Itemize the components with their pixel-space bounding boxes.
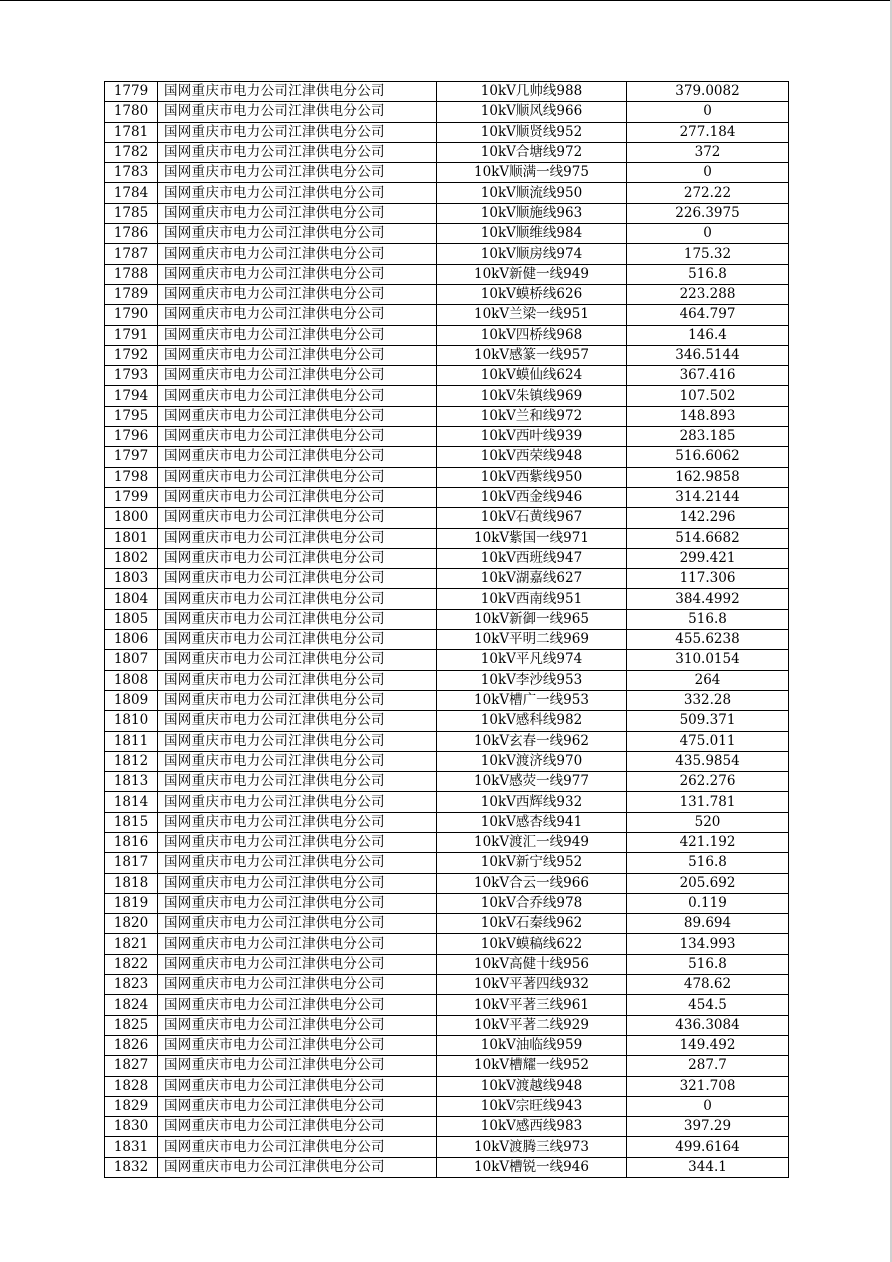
row-id-cell: 1794 [105, 386, 158, 406]
company-cell: 国网重庆市电力公司江津供电分公司 [158, 345, 437, 365]
line-name-cell: 10kV蟆稿线622 [437, 934, 627, 954]
row-id-cell: 1824 [105, 995, 158, 1015]
table-row [105, 183, 789, 203]
row-id-cell: 1803 [105, 569, 158, 589]
table-row [105, 954, 789, 974]
line-name-cell: 10kV平著四线932 [437, 975, 627, 995]
row-id-cell: 1791 [105, 325, 158, 345]
company-cell: 国网重庆市电力公司江津供电分公司 [158, 954, 437, 974]
row-id-cell: 1799 [105, 487, 158, 507]
line-name-cell: 10kV西叶线939 [437, 427, 627, 447]
company-cell: 国网重庆市电力公司江津供电分公司 [158, 183, 437, 203]
value-cell: 367.416 [627, 366, 789, 386]
value-cell: 205.692 [627, 873, 789, 893]
row-id-cell: 1781 [105, 122, 158, 142]
company-cell: 国网重庆市电力公司江津供电分公司 [158, 224, 437, 244]
row-id-cell: 1789 [105, 284, 158, 304]
table-row [105, 893, 789, 913]
company-cell: 国网重庆市电力公司江津供电分公司 [158, 467, 437, 487]
line-name-cell: 10kV感荧一线977 [437, 772, 627, 792]
row-id-cell: 1817 [105, 853, 158, 873]
table-row [105, 224, 789, 244]
table-row [105, 548, 789, 568]
row-id-cell: 1807 [105, 650, 158, 670]
row-id-cell: 1806 [105, 630, 158, 650]
value-cell: 134.993 [627, 934, 789, 954]
value-cell: 131.781 [627, 792, 789, 812]
value-cell: 379.0082 [627, 82, 789, 102]
line-name-cell: 10kV渡济线970 [437, 751, 627, 771]
line-name-cell: 10kV宗旺线943 [437, 1096, 627, 1116]
company-cell: 国网重庆市电力公司江津供电分公司 [158, 995, 437, 1015]
row-id-cell: 1783 [105, 163, 158, 183]
value-cell: 146.4 [627, 325, 789, 345]
line-name-cell: 10kV几帅线988 [437, 82, 627, 102]
value-cell: 272.22 [627, 183, 789, 203]
value-cell: 520 [627, 812, 789, 832]
company-cell: 国网重庆市电力公司江津供电分公司 [158, 447, 437, 467]
company-cell: 国网重庆市电力公司江津供电分公司 [158, 1157, 437, 1177]
table-row [105, 244, 789, 264]
line-name-cell: 10kV平凡线974 [437, 650, 627, 670]
company-cell: 国网重庆市电力公司江津供电分公司 [158, 284, 437, 304]
row-id-cell: 1780 [105, 102, 158, 122]
value-cell: 397.29 [627, 1117, 789, 1137]
line-name-cell: 10kV兰和线972 [437, 406, 627, 426]
table-row [105, 934, 789, 954]
line-name-cell: 10kV顺房线974 [437, 244, 627, 264]
table-row [105, 812, 789, 832]
line-name-cell: 10kV渡腾三线973 [437, 1137, 627, 1157]
table-row [105, 1096, 789, 1116]
company-cell: 国网重庆市电力公司江津供电分公司 [158, 142, 437, 162]
value-cell: 0.119 [627, 893, 789, 913]
company-cell: 国网重庆市电力公司江津供电分公司 [158, 569, 437, 589]
line-name-cell: 10kV顺流线950 [437, 183, 627, 203]
line-name-cell: 10kV西班线947 [437, 548, 627, 568]
row-id-cell: 1822 [105, 954, 158, 974]
table-row [105, 1015, 789, 1035]
row-id-cell: 1796 [105, 427, 158, 447]
value-cell: 516.8 [627, 264, 789, 284]
value-cell: 516.8 [627, 853, 789, 873]
value-cell: 117.306 [627, 569, 789, 589]
data-table [104, 81, 789, 1178]
table-row [105, 508, 789, 528]
value-cell: 0 [627, 163, 789, 183]
company-cell: 国网重庆市电力公司江津供电分公司 [158, 873, 437, 893]
line-name-cell: 10kV朱镇线969 [437, 386, 627, 406]
line-name-cell: 10kV顺维线984 [437, 224, 627, 244]
value-cell: 344.1 [627, 1157, 789, 1177]
row-id-cell: 1815 [105, 812, 158, 832]
line-name-cell: 10kV西金线946 [437, 487, 627, 507]
line-name-cell: 10kV西荣线948 [437, 447, 627, 467]
company-cell: 国网重庆市电力公司江津供电分公司 [158, 690, 437, 710]
table-row [105, 832, 789, 852]
value-cell: 454.5 [627, 995, 789, 1015]
line-name-cell: 10kV平著二线929 [437, 1015, 627, 1035]
value-cell: 499.6164 [627, 1137, 789, 1157]
value-cell: 264 [627, 670, 789, 690]
company-cell: 国网重庆市电力公司江津供电分公司 [158, 711, 437, 731]
table-row [105, 1035, 789, 1055]
company-cell: 国网重庆市电力公司江津供电分公司 [158, 751, 437, 771]
table-row [105, 1076, 789, 1096]
table-row [105, 609, 789, 629]
company-cell: 国网重庆市电力公司江津供电分公司 [158, 406, 437, 426]
row-id-cell: 1798 [105, 467, 158, 487]
line-name-cell: 10kV平著三线961 [437, 995, 627, 1015]
company-cell: 国网重庆市电力公司江津供电分公司 [158, 548, 437, 568]
line-name-cell: 10kV石秦线962 [437, 914, 627, 934]
row-id-cell: 1810 [105, 711, 158, 731]
value-cell: 149.492 [627, 1035, 789, 1055]
line-name-cell: 10kV西南线951 [437, 589, 627, 609]
value-cell: 223.288 [627, 284, 789, 304]
table-row [105, 569, 789, 589]
row-id-cell: 1800 [105, 508, 158, 528]
row-id-cell: 1804 [105, 589, 158, 609]
table-row [105, 264, 789, 284]
row-id-cell: 1829 [105, 1096, 158, 1116]
row-id-cell: 1788 [105, 264, 158, 284]
value-cell: 162.9858 [627, 467, 789, 487]
row-id-cell: 1801 [105, 528, 158, 548]
line-name-cell: 10kV新御一线965 [437, 609, 627, 629]
company-cell: 国网重庆市电力公司江津供电分公司 [158, 934, 437, 954]
table-row [105, 650, 789, 670]
company-cell: 国网重庆市电力公司江津供电分公司 [158, 1076, 437, 1096]
value-cell: 283.185 [627, 427, 789, 447]
company-cell: 国网重庆市电力公司江津供电分公司 [158, 832, 437, 852]
table-row [105, 792, 789, 812]
value-cell: 0 [627, 1096, 789, 1116]
line-name-cell: 10kV玄春一线962 [437, 731, 627, 751]
value-cell: 299.421 [627, 548, 789, 568]
value-cell: 310.0154 [627, 650, 789, 670]
value-cell: 175.32 [627, 244, 789, 264]
page-top-border [0, 0, 892, 1]
line-name-cell: 10kV西紫线950 [437, 467, 627, 487]
value-cell: 516.6062 [627, 447, 789, 467]
value-cell: 464.797 [627, 305, 789, 325]
line-name-cell: 10kV感西线983 [437, 1117, 627, 1137]
row-id-cell: 1818 [105, 873, 158, 893]
line-name-cell: 10kV感杏线941 [437, 812, 627, 832]
value-cell: 142.296 [627, 508, 789, 528]
value-cell: 332.28 [627, 690, 789, 710]
row-id-cell: 1793 [105, 366, 158, 386]
value-cell: 421.192 [627, 832, 789, 852]
table-row [105, 914, 789, 934]
company-cell: 国网重庆市电力公司江津供电分公司 [158, 203, 437, 223]
row-id-cell: 1779 [105, 82, 158, 102]
company-cell: 国网重庆市电力公司江津供电分公司 [158, 772, 437, 792]
table-row [105, 630, 789, 650]
row-id-cell: 1830 [105, 1117, 158, 1137]
value-cell: 509.371 [627, 711, 789, 731]
table-row [105, 487, 789, 507]
company-cell: 国网重庆市电力公司江津供电分公司 [158, 914, 437, 934]
value-cell: 516.8 [627, 954, 789, 974]
value-cell: 89.694 [627, 914, 789, 934]
line-name-cell: 10kV平明二线969 [437, 630, 627, 650]
value-cell: 435.9854 [627, 751, 789, 771]
company-cell: 国网重庆市电力公司江津供电分公司 [158, 82, 437, 102]
value-cell: 262.276 [627, 772, 789, 792]
table-row [105, 995, 789, 1015]
row-id-cell: 1790 [105, 305, 158, 325]
company-cell: 国网重庆市电力公司江津供电分公司 [158, 102, 437, 122]
table-row [105, 203, 789, 223]
line-name-cell: 10kV高健十线956 [437, 954, 627, 974]
value-cell: 321.708 [627, 1076, 789, 1096]
line-name-cell: 10kV石黄线967 [437, 508, 627, 528]
row-id-cell: 1816 [105, 832, 158, 852]
row-id-cell: 1784 [105, 183, 158, 203]
table-row [105, 82, 789, 102]
company-cell: 国网重庆市电力公司江津供电分公司 [158, 609, 437, 629]
table-row [105, 873, 789, 893]
table-row [105, 731, 789, 751]
line-name-cell: 10kV顺满一线975 [437, 163, 627, 183]
table-row [105, 447, 789, 467]
company-cell: 国网重庆市电力公司江津供电分公司 [158, 427, 437, 447]
table-row [105, 670, 789, 690]
line-name-cell: 10kV四桥线968 [437, 325, 627, 345]
company-cell: 国网重庆市电力公司江津供电分公司 [158, 1035, 437, 1055]
value-cell: 314.2144 [627, 487, 789, 507]
line-name-cell: 10kV槽耀一线952 [437, 1056, 627, 1076]
company-cell: 国网重庆市电力公司江津供电分公司 [158, 264, 437, 284]
table-row [105, 589, 789, 609]
row-id-cell: 1782 [105, 142, 158, 162]
value-cell: 436.3084 [627, 1015, 789, 1035]
value-cell: 455.6238 [627, 630, 789, 650]
row-id-cell: 1827 [105, 1056, 158, 1076]
value-cell: 277.184 [627, 122, 789, 142]
value-cell: 226.3975 [627, 203, 789, 223]
table-row [105, 163, 789, 183]
line-name-cell: 10kV李沙线953 [437, 670, 627, 690]
table-row [105, 345, 789, 365]
line-name-cell: 10kV顺施线963 [437, 203, 627, 223]
row-id-cell: 1832 [105, 1157, 158, 1177]
line-name-cell: 10kV新健一线949 [437, 264, 627, 284]
company-cell: 国网重庆市电力公司江津供电分公司 [158, 163, 437, 183]
row-id-cell: 1812 [105, 751, 158, 771]
company-cell: 国网重庆市电力公司江津供电分公司 [158, 650, 437, 670]
row-id-cell: 1828 [105, 1076, 158, 1096]
table-row [105, 305, 789, 325]
company-cell: 国网重庆市电力公司江津供电分公司 [158, 1056, 437, 1076]
value-cell: 372 [627, 142, 789, 162]
table-body [105, 82, 789, 1178]
company-cell: 国网重庆市电力公司江津供电分公司 [158, 1015, 437, 1035]
line-name-cell: 10kV合塘线972 [437, 142, 627, 162]
company-cell: 国网重庆市电力公司江津供电分公司 [158, 792, 437, 812]
row-id-cell: 1826 [105, 1035, 158, 1055]
company-cell: 国网重庆市电力公司江津供电分公司 [158, 893, 437, 913]
value-cell: 346.5144 [627, 345, 789, 365]
line-name-cell: 10kV新宁线952 [437, 853, 627, 873]
table-row [105, 772, 789, 792]
line-name-cell: 10kV合乔线978 [437, 893, 627, 913]
line-name-cell: 10kV兰梁一线951 [437, 305, 627, 325]
line-name-cell: 10kV蟆桥线626 [437, 284, 627, 304]
row-id-cell: 1792 [105, 345, 158, 365]
company-cell: 国网重庆市电力公司江津供电分公司 [158, 487, 437, 507]
table-row [105, 853, 789, 873]
value-cell: 148.893 [627, 406, 789, 426]
row-id-cell: 1811 [105, 731, 158, 751]
row-id-cell: 1823 [105, 975, 158, 995]
row-id-cell: 1825 [105, 1015, 158, 1035]
line-name-cell: 10kV槽广一线953 [437, 690, 627, 710]
line-name-cell: 10kV合云一线966 [437, 873, 627, 893]
table-row [105, 1117, 789, 1137]
table-row [105, 1157, 789, 1177]
value-cell: 475.011 [627, 731, 789, 751]
company-cell: 国网重庆市电力公司江津供电分公司 [158, 975, 437, 995]
row-id-cell: 1786 [105, 224, 158, 244]
line-name-cell: 10kV渡越线948 [437, 1076, 627, 1096]
table-row [105, 1137, 789, 1157]
company-cell: 国网重庆市电力公司江津供电分公司 [158, 670, 437, 690]
company-cell: 国网重庆市电力公司江津供电分公司 [158, 853, 437, 873]
company-cell: 国网重庆市电力公司江津供电分公司 [158, 305, 437, 325]
row-id-cell: 1809 [105, 690, 158, 710]
value-cell: 478.62 [627, 975, 789, 995]
company-cell: 国网重庆市电力公司江津供电分公司 [158, 1117, 437, 1137]
company-cell: 国网重庆市电力公司江津供电分公司 [158, 1137, 437, 1157]
line-name-cell: 10kV感科线982 [437, 711, 627, 731]
row-id-cell: 1831 [105, 1137, 158, 1157]
row-id-cell: 1787 [105, 244, 158, 264]
line-name-cell: 10kV油临线959 [437, 1035, 627, 1055]
line-name-cell: 10kV槽锐一线946 [437, 1157, 627, 1177]
table-row [105, 142, 789, 162]
table-row [105, 366, 789, 386]
row-id-cell: 1808 [105, 670, 158, 690]
row-id-cell: 1797 [105, 447, 158, 467]
value-cell: 384.4992 [627, 589, 789, 609]
table-row [105, 690, 789, 710]
value-cell: 516.8 [627, 609, 789, 629]
row-id-cell: 1813 [105, 772, 158, 792]
value-cell: 107.502 [627, 386, 789, 406]
table-row [105, 406, 789, 426]
line-name-cell: 10kV顺贤线952 [437, 122, 627, 142]
row-id-cell: 1821 [105, 934, 158, 954]
table-row [105, 467, 789, 487]
company-cell: 国网重庆市电力公司江津供电分公司 [158, 508, 437, 528]
company-cell: 国网重庆市电力公司江津供电分公司 [158, 1096, 437, 1116]
line-name-cell: 10kV顺风线966 [437, 102, 627, 122]
table-row [105, 711, 789, 731]
company-cell: 国网重庆市电力公司江津供电分公司 [158, 366, 437, 386]
value-cell: 514.6682 [627, 528, 789, 548]
table-row [105, 427, 789, 447]
table-row [105, 751, 789, 771]
company-cell: 国网重庆市电力公司江津供电分公司 [158, 630, 437, 650]
company-cell: 国网重庆市电力公司江津供电分公司 [158, 386, 437, 406]
row-id-cell: 1819 [105, 893, 158, 913]
company-cell: 国网重庆市电力公司江津供电分公司 [158, 812, 437, 832]
value-cell: 0 [627, 102, 789, 122]
company-cell: 国网重庆市电力公司江津供电分公司 [158, 528, 437, 548]
line-name-cell: 10kV感篆一线957 [437, 345, 627, 365]
line-name-cell: 10kV紫国一线971 [437, 528, 627, 548]
company-cell: 国网重庆市电力公司江津供电分公司 [158, 244, 437, 264]
row-id-cell: 1805 [105, 609, 158, 629]
table-row [105, 386, 789, 406]
line-name-cell: 10kV西辉线932 [437, 792, 627, 812]
company-cell: 国网重庆市电力公司江津供电分公司 [158, 731, 437, 751]
row-id-cell: 1814 [105, 792, 158, 812]
table-row [105, 1056, 789, 1076]
table-row [105, 284, 789, 304]
company-cell: 国网重庆市电力公司江津供电分公司 [158, 589, 437, 609]
line-name-cell: 10kV蟆仙线624 [437, 366, 627, 386]
value-cell: 287.7 [627, 1056, 789, 1076]
table-row [105, 528, 789, 548]
row-id-cell: 1795 [105, 406, 158, 426]
value-cell: 0 [627, 224, 789, 244]
row-id-cell: 1785 [105, 203, 158, 223]
row-id-cell: 1820 [105, 914, 158, 934]
company-cell: 国网重庆市电力公司江津供电分公司 [158, 325, 437, 345]
row-id-cell: 1802 [105, 548, 158, 568]
company-cell: 国网重庆市电力公司江津供电分公司 [158, 122, 437, 142]
table-row [105, 122, 789, 142]
table-row [105, 102, 789, 122]
table-row [105, 975, 789, 995]
line-name-cell: 10kV渡汇一线949 [437, 832, 627, 852]
line-name-cell: 10kV湖嘉线627 [437, 569, 627, 589]
table-row [105, 325, 789, 345]
